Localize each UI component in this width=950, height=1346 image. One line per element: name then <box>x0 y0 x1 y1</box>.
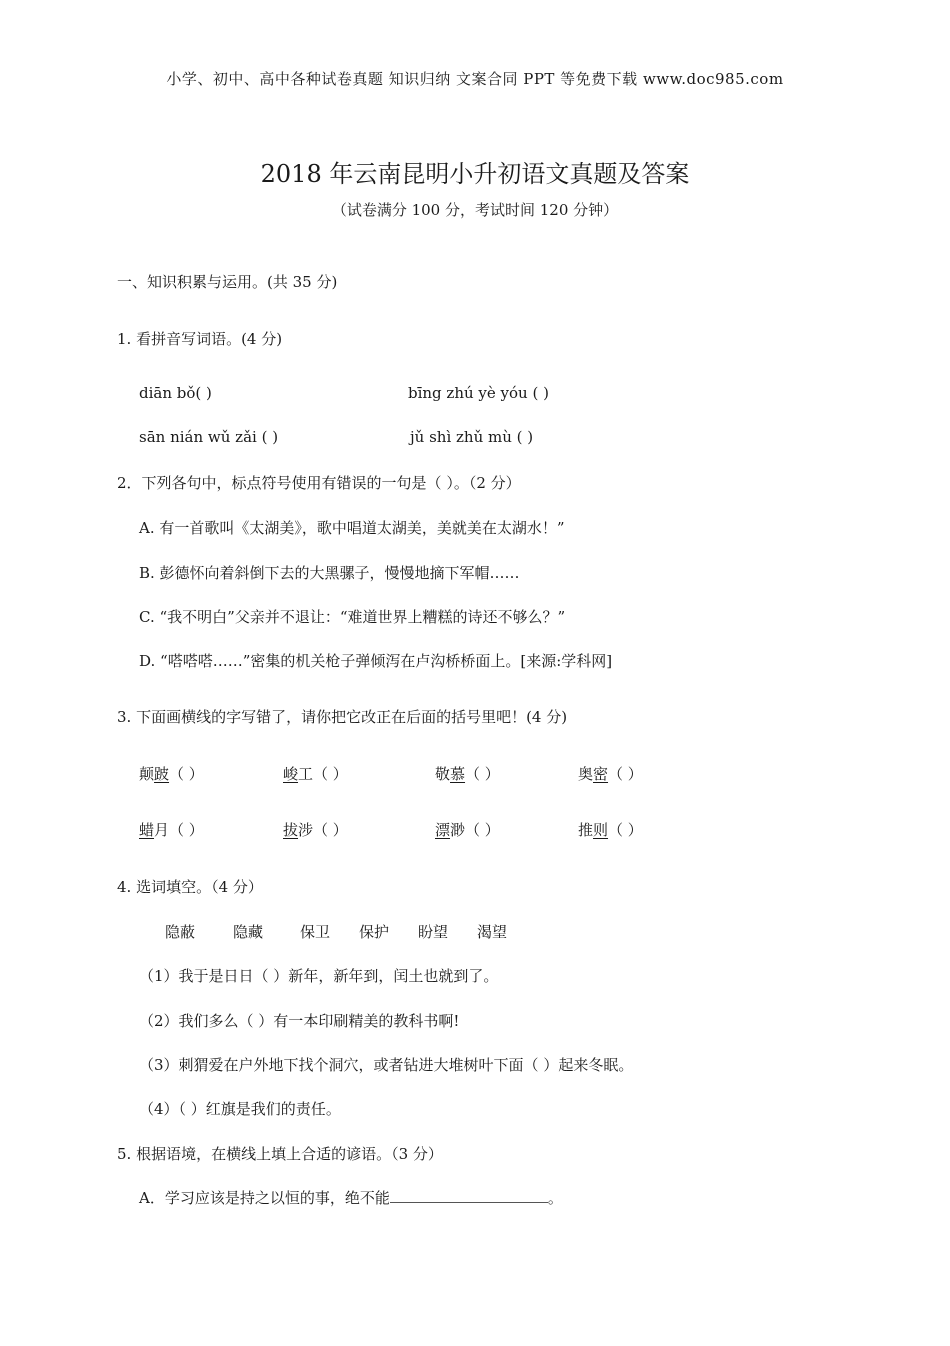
fill-sentence: （1）我于是日日（ ）新年，新年到，闰土也就到了。 <box>139 967 499 985</box>
page-header: 小学、初中、高中各种试卷真题 知识归纳 文案合同 PPT 等免费下载 www.doc985.com <box>166 70 784 88</box>
section-heading: 一、知识积累与运用。(共 35 分) <box>117 273 338 291</box>
word-item: 颠跛（ ） <box>139 765 204 783</box>
pinyin-item: sān nián wǔ zǎi ( ) <box>139 428 279 446</box>
question-3-prompt: 3. 下面画横线的字写错了，请你把它改正在后面的括号里吧！(4 分) <box>117 708 568 726</box>
answer-blank[interactable] <box>390 1188 548 1203</box>
exam-info: （试卷满分 100 分，考试时间 120 分钟） <box>331 201 619 219</box>
word-item: 蜡月（ ） <box>139 821 204 839</box>
pinyin-item: bīng zhú yè yóu ( ) <box>408 384 549 402</box>
proverb-item: A．学习应该是持之以恒的事，绝不能 。 <box>139 1189 563 1207</box>
word-choice: 渴望 <box>477 923 508 941</box>
pinyin-item: jǔ shì zhǔ mù ( ) <box>410 428 534 446</box>
word-item: 敬慕（ ） <box>435 765 500 783</box>
fill-sentence: （4）（ ）红旗是我们的责任。 <box>139 1100 341 1118</box>
option-c: C. “我不明白”父亲并不退让：“难道世界上糟糕的诗还不够么？” <box>139 608 566 626</box>
fill-sentence: （3）刺猬爱在户外地下找个洞穴，或者钻进大堆树叶下面（ ）起来冬眠。 <box>139 1056 634 1074</box>
page-title: 2018 年云南昆明小升初语文真题及答案 <box>260 160 690 188</box>
option-b: B. 彭德怀向着斜倒下去的大黑骡子，慢慢地摘下军帽…… <box>139 564 520 582</box>
option-d: D. “嗒嗒嗒……”密集的机关枪子弹倾泻在卢沟桥桥面上。[来源:学科网] <box>139 652 613 670</box>
question-1-prompt: 1. 看拼音写词语。(4 分) <box>117 330 283 348</box>
word-choice: 隐蔽 <box>165 923 196 941</box>
word-choice: 隐藏 <box>233 923 264 941</box>
word-item: 拔涉（ ） <box>283 821 348 839</box>
option-a: A. 有一首歌叫《太湖美》，歌中唱道太湖美，美就美在太湖水！” <box>139 519 565 537</box>
fill-sentence: （2）我们多么（ ）有一本印刷精美的教科书啊! <box>139 1012 460 1030</box>
question-4-prompt: 4. 选词填空。（4 分） <box>117 878 263 896</box>
word-choice: 保护 <box>359 923 390 941</box>
question-2-prompt: 2．下列各句中，标点符号使用有错误的一句是（ ）。（2 分） <box>117 474 521 492</box>
word-item: 峻工（ ） <box>283 765 348 783</box>
word-item: 奥密（ ） <box>578 765 643 783</box>
question-5-prompt: 5. 根据语境，在横线上填上合适的谚语。（3 分） <box>117 1145 443 1163</box>
word-choice: 保卫 <box>300 923 331 941</box>
word-choice: 盼望 <box>418 923 449 941</box>
pinyin-item: diān bǒ( ) <box>139 384 212 402</box>
word-item: 推则（ ） <box>578 821 643 839</box>
word-item: 漂渺（ ） <box>435 821 500 839</box>
